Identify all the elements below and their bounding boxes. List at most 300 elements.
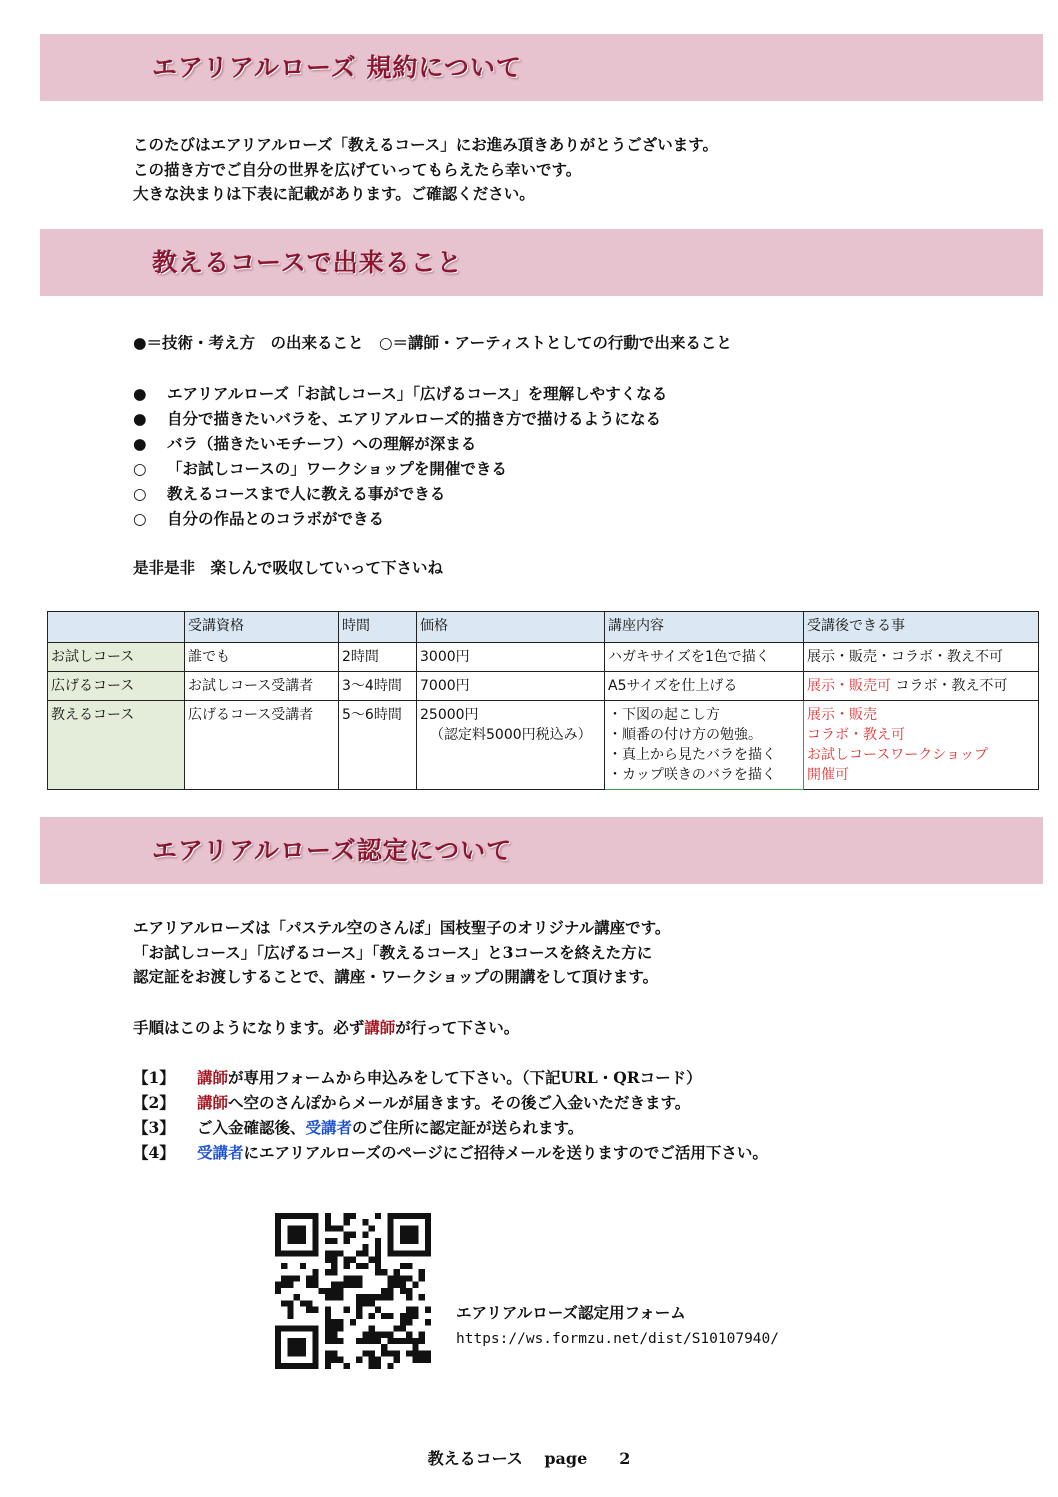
table-cell: 3000円 [417,643,605,672]
qr-module [325,1250,331,1256]
table-cell [804,643,1039,672]
qr-module [406,1232,412,1238]
qr-module [344,1275,350,1281]
qr-module [287,1232,293,1238]
qr-module [406,1263,412,1269]
section-title-kiyaku: エアリアルローズ 規約について [152,53,522,82]
nintei-line: エアリアルローズは「パステル空のさんぽ」国枝聖子のオリジナル講座です。 [133,918,671,937]
after-text-red: 展示・販売可 [807,678,891,694]
qr-module [287,1225,293,1231]
qr-module [300,1350,306,1356]
qr-module [400,1313,406,1319]
qr-module [275,1232,281,1238]
qr-module [287,1282,293,1288]
qr-module [325,1332,331,1338]
qr-module [356,1357,362,1363]
qr-module [331,1357,337,1363]
qr-module [394,1338,400,1344]
qr-module [344,1232,350,1238]
qr-module [300,1238,306,1244]
column-header: 価格 [417,612,605,643]
qr-module [300,1225,306,1231]
step-text: にエアリアルローズのページにご招待メールを送りますのでご活用下さい。 [243,1143,768,1162]
qr-module [369,1363,375,1369]
qr-module [362,1219,368,1225]
qr-module [287,1275,293,1281]
qr-module [281,1250,287,1256]
qr-module [375,1294,381,1300]
bullet-mark: ○ [133,459,147,478]
qr-module [356,1282,362,1288]
qr-module [337,1325,343,1331]
qr-module [306,1213,312,1219]
qr-module [425,1232,431,1238]
qr-module [412,1307,418,1313]
qr-module [387,1225,393,1231]
qr-module [275,1357,281,1363]
banner-kiyaku [40,34,1043,101]
qr-module [419,1294,425,1300]
qr-module [394,1350,400,1356]
qr-module [406,1319,412,1325]
procedure-intro [133,1016,519,1041]
content-line: ・カップ咲きのバラを描く [608,767,776,783]
qr-module [356,1313,362,1319]
qr-module [275,1238,281,1244]
qr-module [394,1275,400,1281]
qr-module [300,1263,306,1269]
qr-module [419,1350,425,1356]
list-item [133,1090,768,1115]
qr-module [275,1325,281,1331]
qr-module [350,1319,356,1325]
qr-module [331,1225,337,1231]
qr-module [325,1257,331,1263]
qr-module [294,1350,300,1356]
qr-module [362,1300,368,1306]
qr-module [325,1350,331,1356]
qr-module [294,1250,300,1256]
qr-module [300,1232,306,1238]
qr-module [325,1313,331,1319]
qr-module [294,1363,300,1369]
after-line-red: コラボ・教え可 [807,727,905,743]
qr-module [375,1338,381,1344]
table-cell [605,701,804,790]
table-cell [804,701,1039,790]
qr-module [344,1219,350,1225]
qr-module [275,1244,281,1250]
qr-module [294,1225,300,1231]
qr-module [344,1307,350,1313]
qr-module [394,1357,400,1363]
qr-module [381,1269,387,1275]
course-name: お試しコース [48,643,185,672]
legend-line: ●＝技術・考え方 の出来ること ○＝講師・アーティストとしての行動で出来ること [133,333,732,352]
qr-module [337,1294,343,1300]
closing-line: 是非是非 楽しんで吸収していって下さいね [133,558,444,577]
qr-module [312,1363,318,1369]
banner-dekiru [40,229,1043,296]
qr-module [375,1244,381,1250]
qr-module [375,1307,381,1313]
qr-module [275,1250,281,1256]
qr-module [387,1275,393,1281]
bullet-text: エアリアルローズ「お試しコース」「広げるコース」を理解しやすくなる [167,384,668,403]
qr-module [412,1338,418,1344]
qr-module [275,1338,281,1344]
qr-module [406,1250,412,1256]
qr-module [350,1232,356,1238]
qr-module [362,1232,368,1238]
qr-module [375,1250,381,1256]
qr-module [312,1219,318,1225]
table-cell: A5サイズを仕上げる [605,672,804,701]
after-text: 展示・販売・コラボ・教え不可 [807,649,1003,665]
qr-module [381,1344,387,1350]
form-label: エアリアルローズ認定用フォーム [456,1303,686,1322]
qr-module [312,1338,318,1344]
qr-module [300,1363,306,1369]
table-cell: 5〜6時間 [339,701,417,790]
step-number: 【2】 [133,1093,175,1112]
qr-module [337,1282,343,1288]
qr-module [350,1213,356,1219]
qr-module [287,1350,293,1356]
nintei-line: 「お試しコース」「広げるコース」「教えるコース」と3コースを終えた方に [133,942,653,962]
banner-nintei [40,817,1043,884]
bullet-list [133,381,667,531]
qr-module [387,1313,393,1319]
table-cell: 広げるコース受講者 [185,701,339,790]
qr-module [331,1250,337,1256]
qr-module [369,1257,375,1263]
list-item [133,406,667,431]
qr-module [369,1313,375,1319]
qr-module [306,1300,312,1306]
list-item [133,506,667,531]
qr-module [325,1357,331,1363]
bullet-text: 自分の作品とのコラボができる [167,509,385,528]
qr-module [425,1357,431,1363]
qr-module [400,1288,406,1294]
qr-module [331,1325,337,1331]
qr-module [312,1307,318,1313]
qr-module [400,1325,406,1331]
qr-module [331,1238,337,1244]
qr-module [331,1350,337,1356]
qr-module [400,1338,406,1344]
qr-module [406,1225,412,1231]
qr-module [337,1250,343,1256]
table-row [48,643,1039,672]
qr-module [312,1275,318,1281]
qr-module [369,1300,375,1306]
qr-module [419,1338,425,1344]
qr-module [287,1363,293,1369]
intro-line: この描き方でご自分の世界を広げていってもらえたら幸いです。 [133,159,582,179]
qr-module [275,1350,281,1356]
qr-module [319,1288,325,1294]
qr-module [381,1332,387,1338]
qr-module [375,1257,381,1263]
qr-module [400,1319,406,1325]
qr-module [294,1232,300,1238]
qr-module [412,1344,418,1350]
qr-module [331,1257,337,1263]
step-highlight: 講師 [197,1068,229,1087]
qr-module [300,1344,306,1350]
qr-module [331,1319,337,1325]
qr-module [412,1232,418,1238]
section-title-dekiru: 教えるコースで出来ること [152,248,463,277]
qr-module [275,1344,281,1350]
list-item [133,1140,768,1165]
form-url-link[interactable]: https://ws.formzu.net/dist/S10107940/ [456,1331,780,1347]
qr-module [325,1338,331,1344]
table-cell: ハガキサイズを1色で描く [605,643,804,672]
step-number: 【3】 [133,1118,175,1137]
form-block [456,1300,779,1352]
bullet-text: 自分で描きたいバラを、エアリアルローズ的描き方で描けるようになる [167,409,661,428]
qr-module [406,1213,412,1219]
qr-module [394,1325,400,1331]
qr-module [337,1319,343,1325]
qr-module [425,1238,431,1244]
qr-module [294,1238,300,1244]
qr-module [281,1363,287,1369]
qr-module [387,1250,393,1256]
qr-module [425,1250,431,1256]
qr-module [387,1338,393,1344]
qr-module [362,1263,368,1269]
qr-module [356,1338,362,1344]
nintei-line: 認定証をお渡しすることで、講座・ワークショップの開講をして頂けます。 [133,967,659,986]
qr-module [425,1225,431,1231]
qr-module [406,1313,412,1319]
qr-module [331,1282,337,1288]
column-header: 時間 [339,612,417,643]
qr-module [406,1238,412,1244]
qr-module [387,1288,393,1294]
qr-module [406,1275,412,1281]
qr-module [406,1338,412,1344]
qr-module [412,1238,418,1244]
list-item [133,1065,768,1090]
qr-module [287,1250,293,1256]
qr-module [387,1213,393,1219]
qr-module [300,1325,306,1331]
qr-module [306,1282,312,1288]
qr-module [294,1275,300,1281]
procedure-text: が行って下さい。 [395,1018,520,1037]
qr-module [312,1350,318,1356]
qr-module [325,1269,331,1275]
qr-module [312,1269,318,1275]
qr-module [412,1250,418,1256]
qr-module [375,1363,381,1369]
qr-module [287,1307,293,1313]
course-table [47,611,1039,790]
qr-module [331,1294,337,1300]
qr-module [312,1244,318,1250]
qr-module [375,1263,381,1269]
qr-module [344,1363,350,1369]
qr-module [419,1275,425,1281]
table-cell [804,672,1039,701]
qr-module [325,1225,331,1231]
qr-module [312,1250,318,1256]
bullet-mark: ○ [133,484,147,503]
qr-module [275,1219,281,1225]
table-cell: 誰でも [185,643,339,672]
qr-module [350,1275,356,1281]
step-highlight: 受講者 [197,1143,244,1162]
qr-module [294,1294,300,1300]
qr-module [400,1213,406,1219]
qr-module [306,1250,312,1256]
qr-module [325,1288,331,1294]
qr-module [312,1232,318,1238]
list-item [133,481,667,506]
qr-module [425,1307,431,1313]
qr-module [425,1219,431,1225]
qr-module [344,1213,350,1219]
qr-module [306,1307,312,1313]
qr-module [362,1250,368,1256]
qr-module [294,1325,300,1331]
list-item [133,381,667,406]
qr-module [312,1332,318,1338]
after-line-red: 展示・販売 [807,707,877,723]
qr-module [375,1213,381,1219]
table-cell: 3〜4時間 [339,672,417,701]
qr-module [381,1350,387,1356]
qr-module [387,1350,393,1356]
qr-module [375,1269,381,1275]
qr-module [400,1250,406,1256]
qr-module [356,1307,362,1313]
intro-line: このたびはエアリアルローズ「教えるコース」にお進み頂きありがとうございます。 [133,135,718,154]
bullet-mark: ○ [133,509,147,528]
qr-module [325,1325,331,1331]
content-line: ・下図の起こし方 [608,707,720,723]
section-title-nintei: エアリアルローズ認定について [152,836,513,865]
intro-paragraph [133,133,718,207]
qr-module [412,1213,418,1219]
qr-module [356,1294,362,1300]
qr-module [350,1257,356,1263]
procedure-highlight: 講師 [364,1018,396,1037]
qr-module [394,1250,400,1256]
qr-module [300,1213,306,1219]
qr-module [406,1294,412,1300]
qr-module [312,1344,318,1350]
bullet-text: バラ（描きたいモチーフ）への理解が深まる [167,434,477,453]
qr-module [331,1269,337,1275]
column-header [48,612,185,643]
qr-module [300,1250,306,1256]
qr-module [350,1282,356,1288]
qr-module [281,1325,287,1331]
table-cell [417,701,605,790]
qr-module [369,1357,375,1363]
qr-module [312,1325,318,1331]
qr-module [362,1338,368,1344]
step-number: 【1】 [133,1068,175,1087]
qr-module [394,1269,400,1275]
qr-module [419,1250,425,1256]
qr-module [337,1338,343,1344]
qr-module [362,1244,368,1250]
qr-module [275,1332,281,1338]
qr-module [381,1294,387,1300]
qr-module [325,1307,331,1313]
qr-module [275,1282,281,1288]
qr-module [312,1225,318,1231]
qr-module [400,1282,406,1288]
qr-module [275,1363,281,1369]
qr-module [369,1338,375,1344]
qr-module [356,1275,362,1281]
course-name: 広げるコース [48,672,185,701]
qr-module [337,1357,343,1363]
step-number: 【4】 [133,1143,175,1162]
after-text: コラボ・教え不可 [891,678,1008,694]
qr-module [362,1332,368,1338]
qr-module [325,1319,331,1325]
qr-module [425,1319,431,1325]
qr-module [400,1232,406,1238]
qr-module [387,1238,393,1244]
qr-module [406,1307,412,1313]
after-line-red: 開催可 [807,767,849,783]
qr-module [375,1332,381,1338]
qr-module [312,1238,318,1244]
qr-module [412,1225,418,1231]
qr-module [325,1294,331,1300]
qr-module [412,1282,418,1288]
qr-module [387,1332,393,1338]
qr-module [425,1213,431,1219]
qr-module [344,1238,350,1244]
qr-module [337,1225,343,1231]
qr-module [287,1238,293,1244]
qr-module [331,1263,337,1269]
column-header: 受講資格 [185,612,339,643]
bullet-text: 教えるコースまで人に教える事ができる [167,484,446,503]
qr-module [406,1332,412,1338]
qr-module [312,1357,318,1363]
qr-module [394,1213,400,1219]
qr-module [369,1350,375,1356]
qr-module [300,1338,306,1344]
column-header: 講座内容 [605,612,804,643]
qr-module [400,1225,406,1231]
qr-module [325,1363,331,1369]
qr-module [356,1250,362,1256]
bullet-mark: ● [133,384,147,403]
step-highlight: 受講者 [305,1118,353,1137]
step-text: へ空のさんぽからメールが届きます。その後ご入金いただきます。 [228,1093,691,1112]
step-list [133,1065,768,1165]
step-text: が専用フォームから申込みをして下さい。（下記URL・QRコード） [228,1068,702,1087]
qr-module [394,1282,400,1288]
qr-module [375,1238,381,1244]
bullet-mark: ● [133,409,147,428]
qr-code-icon[interactable] [275,1213,431,1369]
qr-module [387,1219,393,1225]
